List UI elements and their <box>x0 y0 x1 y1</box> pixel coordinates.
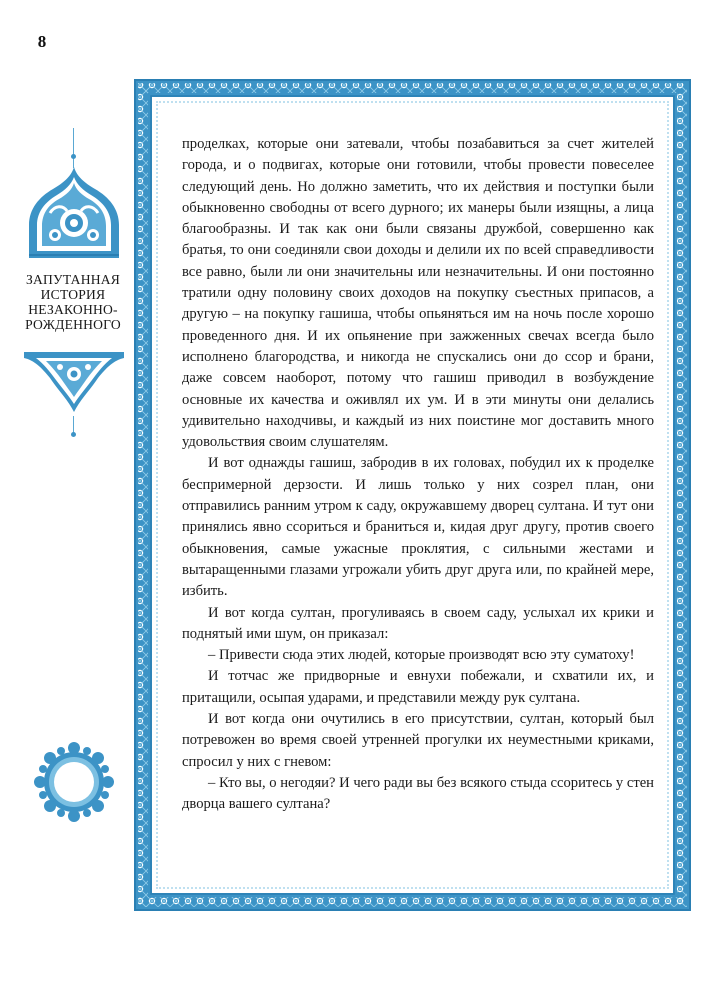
paragraph: И тотчас же придворные и евнухи побежали, и схватили их, и притащили, осыпая ударами, и представили между рук султана. <box>182 668 654 706</box>
arch-ornament-icon <box>25 165 123 260</box>
book-title <box>12 272 134 332</box>
paragraph: – Кто вы, о негодяи? И чего ради вы без всякого стыда ссоритесь у стен дворца вашего султана? <box>182 774 654 813</box>
sidebar-dot-mid <box>71 432 76 437</box>
body-text <box>182 134 654 816</box>
paragraph: – Привести сюда этих людей, которые производят всю эту суматоху! <box>208 647 635 664</box>
pendant-ornament-icon <box>22 350 126 414</box>
book-title-line: ЗАПУТАННАЯ <box>25 272 121 287</box>
book-title-line: РОЖДЕННОГО <box>25 317 121 332</box>
paragraph: И вот однажды гашиш, забродив в их головах, побудил их к проделке беспримерной дерзости. И лишь только у них созрел план, они отправились ранним утром к саду, окружавшему дворец султана. И тут они принялись явно ссориться и браниться и, кидая друг другу, против своего обыкновения, самые ужасные проклятия, с сильными жестами и вытаращенными глазами угрожали убить друг друга или, по крайней мере, избить. <box>182 455 654 600</box>
sidebar-dot-top <box>71 154 76 159</box>
book-title-line: ИСТОРИЯ <box>40 287 106 302</box>
paragraph: И вот когда они очутились в его присутствии, султан, который был потревожен во время своей утренней прогулки их неуместными криками, спросил у них с гневом: <box>182 711 654 770</box>
page-number-medallion-icon <box>32 740 116 824</box>
sidebar-rule-top <box>73 128 74 168</box>
page-number: 8 <box>37 32 47 51</box>
book-title-line: НЕЗАКОННО- <box>28 302 118 317</box>
paragraph: проделках, которые они затевали, чтобы позабавиться за счет жителей города, и о подвигах, которые они готовили, чтобы провести повеселее следующий день. Но должно заметить, что их действия и поступки были обыкновенно свободны от всего дурного; их манеры были изящны, а лица благообразны. И так как они были связаны дружбой, совершенно как братья, то они соединяли свои доходы и делили их по всей справедливости все равно, были ли они значительны или незначительны. И они постоянно тратили одну половину своих доходов на покупку съестных припасов, а другую – на покупку гашиша, чтобы опьяняться им на ночь после хорошо проведенного дня. И их опьянение при зажженных свечах всегда было исполнено благородства, и никогда не спускались они до ссор и брани, даже совсем наоборот, потому что гашиш приводил в возбуждение основные их качества и оживлял их ум. И в эти минуты они делались удивительно находчивы, и каждый из них поистине мог доставить много удовольствия своим слушателям. <box>182 136 654 451</box>
paragraph: И вот когда султан, прогуливаясь в своем саду, услыхал их крики и поднятый ими шум, он приказал: <box>182 604 654 642</box>
